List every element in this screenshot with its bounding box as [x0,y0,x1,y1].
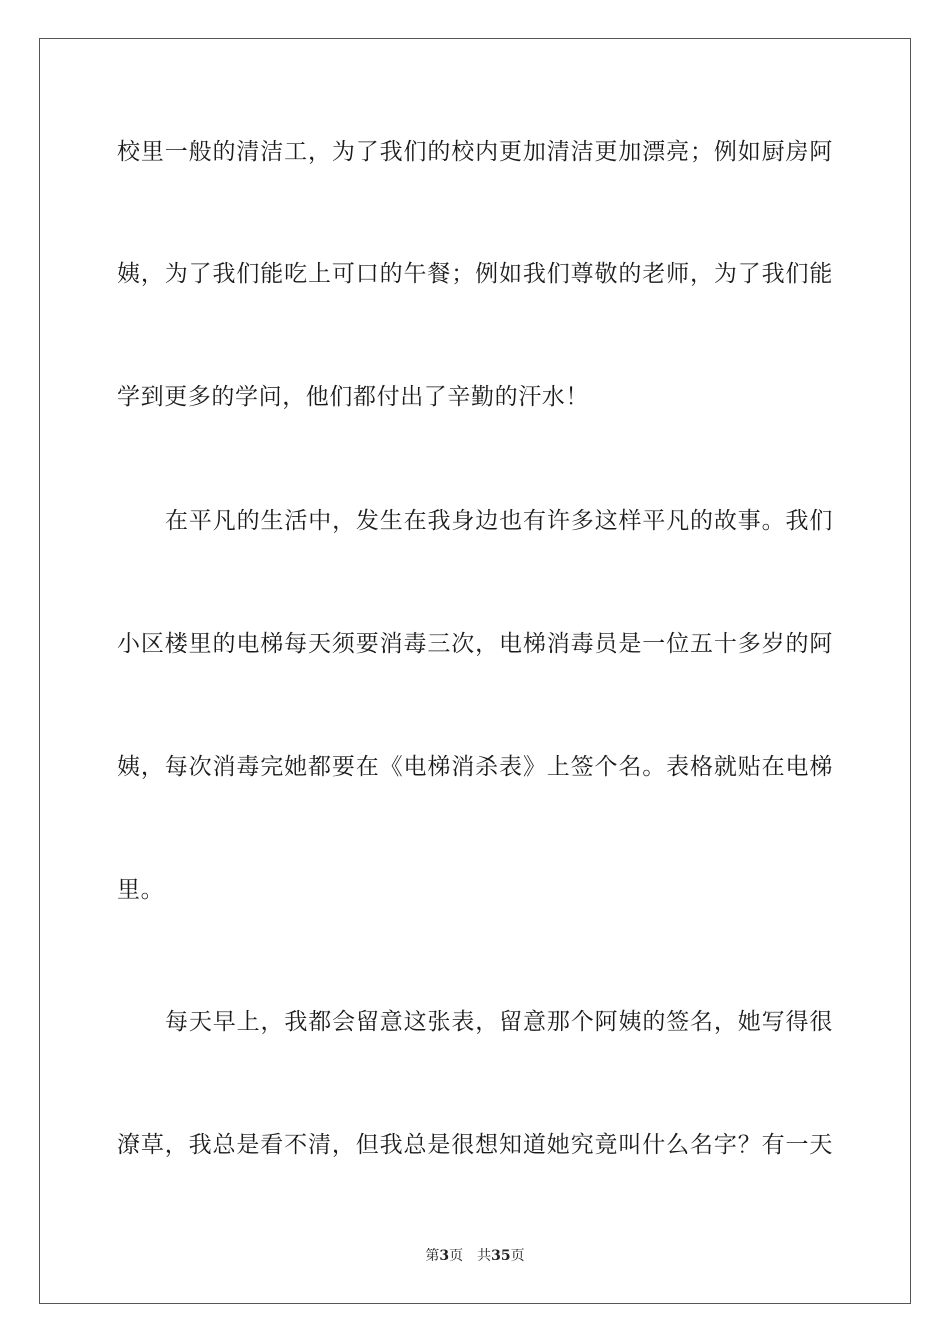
paragraph-line: 在平凡的生活中，发生在我身边也有许多这样平凡的故事。我们 [165,508,833,534]
paragraph-line: 每天早上，我都会留意这张表，留意那个阿姨的签名，她写得很 [165,1009,833,1035]
page-frame [39,38,911,1304]
page-number: 3 [439,1248,450,1264]
paragraph-line: 姨，每次消毒完她都要在《电梯消杀表》上签个名。表格就贴在电梯 [117,754,833,780]
paragraph-line: 姨，为了我们能吃上可口的午餐；例如我们尊敬的老师，为了我们能 [117,261,833,287]
paragraph-line: 潦草，我总是看不清，但我总是很想知道她究竟叫什么名字？有一天 [117,1132,833,1158]
page-label-suffix: 页 [449,1248,464,1264]
page-label-prefix: 第 [425,1248,440,1264]
page-footer [0,1247,950,1265]
paragraph-line: 里。 [117,877,165,903]
paragraph-line: 小区楼里的电梯每天须要消毒三次，电梯消毒员是一位五十多岁的阿 [117,631,833,657]
total-label-suffix: 页 [510,1248,525,1264]
total-label-prefix: 共 [477,1248,492,1264]
paragraph-line: 校里一般的清洁工，为了我们的校内更加清洁更加漂亮；例如厨房阿 [117,139,833,165]
paragraph-line: 学到更多的学问，他们都付出了辛勤的汗水！ [117,384,589,410]
total-pages: 35 [491,1248,511,1264]
